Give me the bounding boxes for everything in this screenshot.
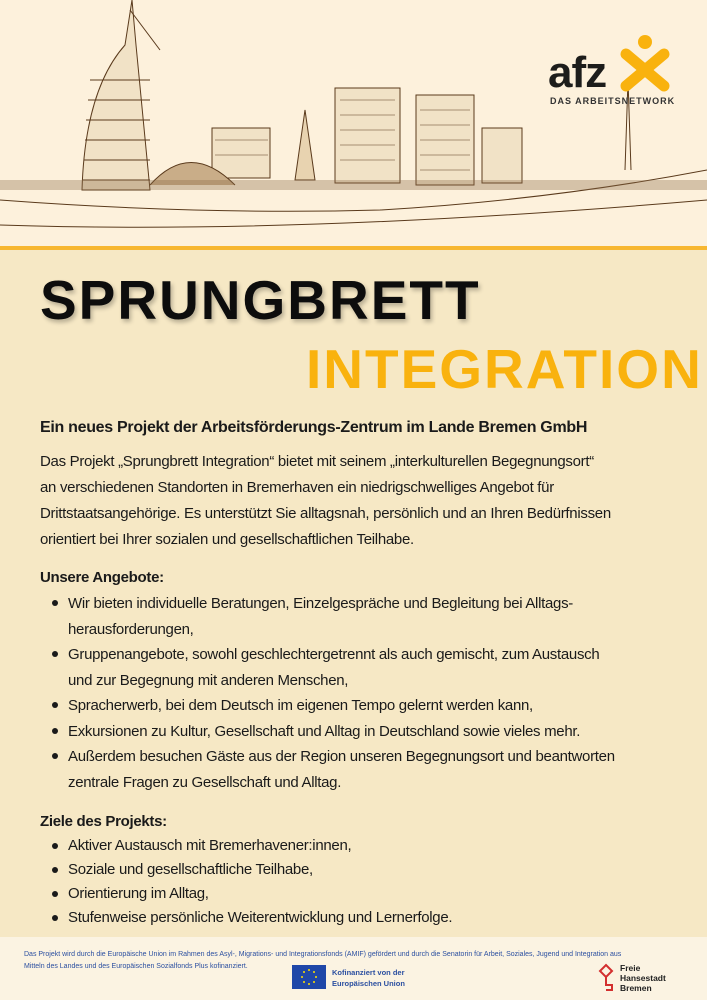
- list-item: Stufenweise persönliche Weiterentwicklung und Lernerfolge.: [50, 906, 690, 930]
- bremen-logo: Freie Hansestadt Bremen: [598, 963, 678, 993]
- network-x-icon: [616, 34, 674, 96]
- intro-line: Das Projekt „Sprungbrett Integration“ bietet mit seinem „interkulturellen Begegnungsort“: [40, 453, 594, 470]
- subheading: Ein neues Projekt der Arbeitsförderungs-Zentrum im Lande Bremen GmbH: [40, 419, 588, 436]
- funding-notice: Das Projekt wird durch die Europäische Union im Rahmen des Asyl-, Migrations- und Integrationsfonds (AMIF) gefördert und durch die Senatorin für Arbeit, Soziales, Jugend und Integration aus Mitteln des Landes und des Europäischen Sozialfonds Plus kofinanziert.: [24, 951, 622, 970]
- intro-line: Drittstaatsangehörige. Es unterstützt Sie alltagsnah, persönlich und an Ihren Bedürfnissen: [40, 505, 611, 522]
- title-line-1: SPRUNGBRETT: [40, 269, 481, 331]
- logo-wordmark: afz: [548, 48, 607, 97]
- list-item: Soziale und gesellschaftliche Teilhabe,: [50, 858, 690, 882]
- list-item: Außerdem besuchen Gäste aus der Region unseren Begegnungsort und beantworten zentrale Fragen zu Gesellschaft und Alltag.: [50, 744, 690, 795]
- intro-line: an verschiedenen Standorten in Bremerhaven ein niedrigschwelliges Angebot für: [40, 479, 554, 496]
- list-item: Spracherwerb, bei dem Deutsch im eigenen Tempo gelernt werden kann,: [50, 693, 690, 719]
- goals-list: [50, 834, 690, 930]
- intro-line: orientiert bei Ihrer sozialen und gesellschaftlichen Teilhabe.: [40, 531, 414, 548]
- afz-logo: [548, 34, 678, 114]
- title-line-2: INTEGRATION: [306, 338, 703, 400]
- eu-cofunding-label: Kofinanziert von der Europäischen Union: [332, 968, 405, 988]
- bremen-key-icon: [598, 963, 618, 993]
- list-item: Orientierung im Alltag,: [50, 882, 690, 906]
- list-item: Exkursionen zu Kultur, Gesellschaft und Alltag in Deutschland sowie vieles mehr.: [50, 719, 690, 745]
- offers-heading: Unsere Angebote:: [40, 569, 164, 586]
- list-item: Aktiver Austausch mit Bremerhavener:innen,: [50, 834, 690, 858]
- list-item: Wir bieten individuelle Beratungen, Einzelgespräche und Begleitung bei Alltags- herausforderungen,: [50, 591, 690, 642]
- list-item: Gruppenangebote, sowohl geschlechtergetrennt als auch gemischt, zum Austausch und zur Begegnung mit anderen Menschen,: [50, 642, 690, 693]
- offers-list: [50, 591, 690, 795]
- intro-paragraph: [40, 449, 680, 553]
- logo-tagline: DAS ARBEITSNETWORK: [550, 96, 676, 106]
- goals-heading: Ziele des Projekts:: [40, 813, 167, 830]
- eu-flag-icon: [292, 965, 326, 989]
